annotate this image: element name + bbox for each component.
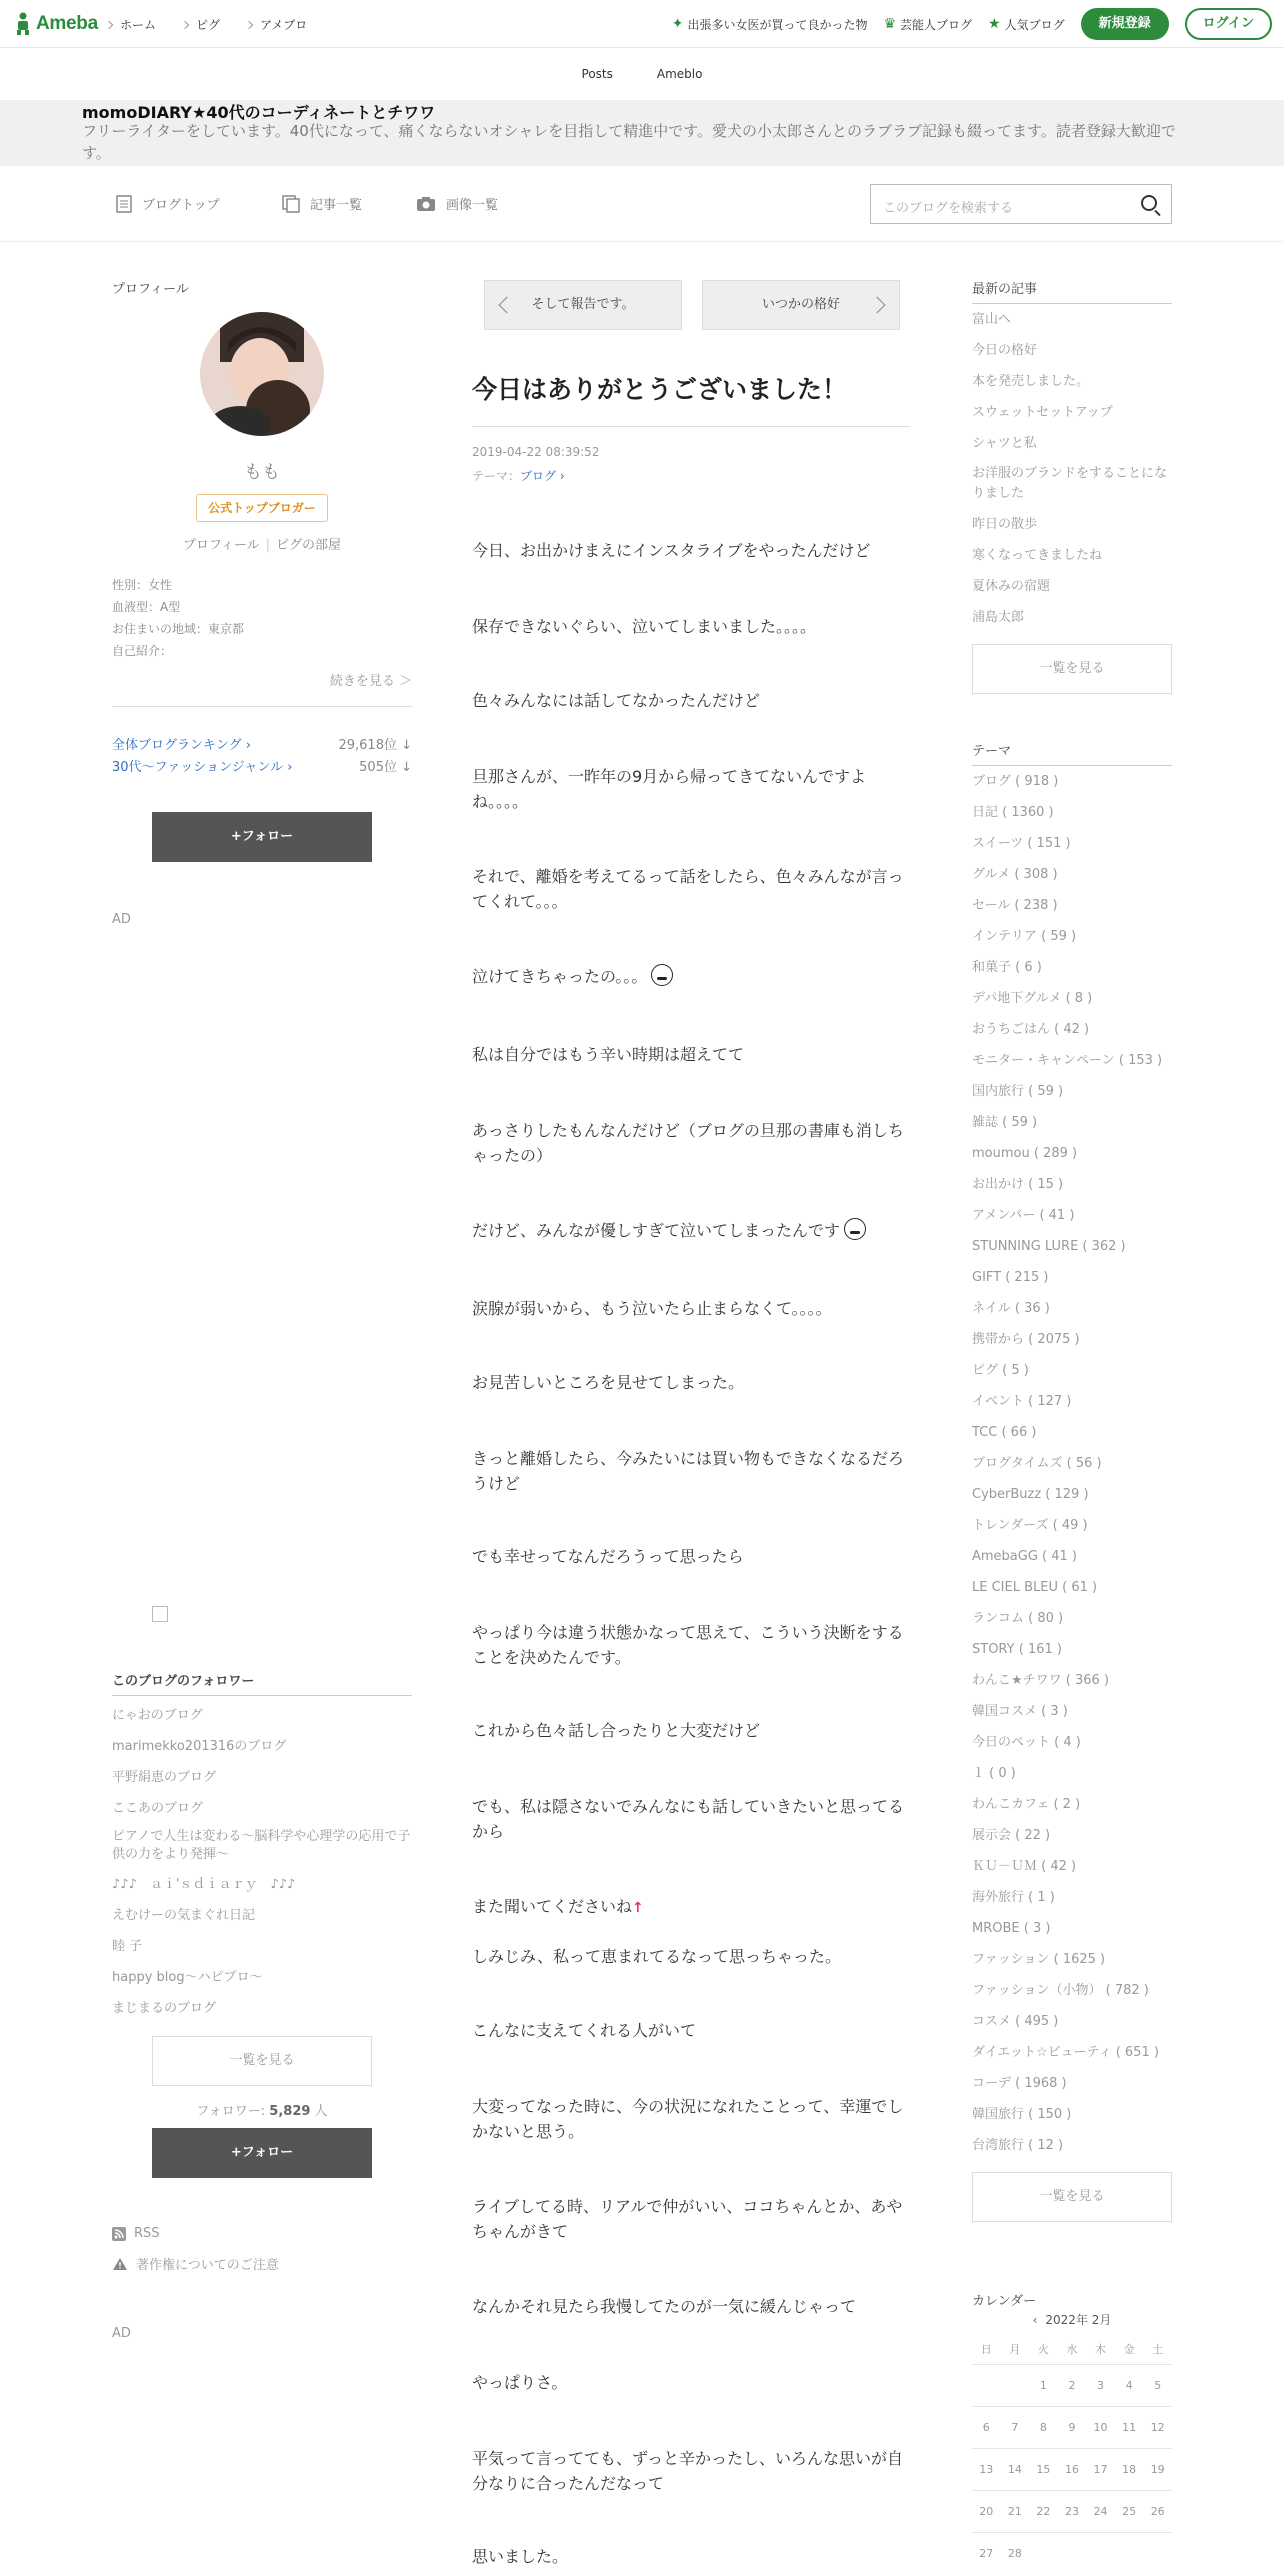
theme-item[interactable]: 展示会 ( 22 ) xyxy=(972,1828,1051,1843)
profile-region: お住まいの地域：東京都 xyxy=(112,622,245,636)
chevron-left-icon[interactable]: ‹ xyxy=(1032,2313,1038,2327)
paragraph-text: また聞いてくださいね xyxy=(472,1897,633,1916)
theme-item[interactable]: GIFT ( 215 ) xyxy=(972,1270,1049,1285)
calendar-weekday: 月 xyxy=(1001,2334,1030,2364)
followers-heading: このブログのフォロワー xyxy=(112,1670,412,1696)
theme-name: ブログ xyxy=(520,469,557,483)
chevron-right-icon xyxy=(181,20,189,28)
theme-item[interactable]: ピグ ( 5 ) xyxy=(972,1363,1029,1378)
theme-item[interactable]: わんこカフェ ( 2 ) xyxy=(972,1797,1081,1812)
theme-item[interactable]: LE CIEL BLEU ( 61 ) xyxy=(972,1580,1098,1595)
ad-label: AD xyxy=(112,2326,131,2341)
calendar-day xyxy=(1086,2532,1115,2568)
article-paragraph: 保存できないぐらい、泣いてしまいました。。。。 xyxy=(472,617,817,636)
calendar-week xyxy=(972,2364,1172,2406)
calendar-day[interactable]: 10 xyxy=(1086,2406,1115,2448)
calendar-week xyxy=(972,2532,1172,2568)
list-item[interactable]: にゃおのブログ xyxy=(112,1708,203,1723)
profile-name: もも xyxy=(244,462,280,483)
calendar-day xyxy=(1058,2532,1087,2568)
article-title: 今日はありがとうございました！ xyxy=(472,370,910,427)
article-paragraph: ライブしてる時、リアルで仲がいい、ココちゃんとか、あやちゃんがきて xyxy=(472,2197,903,2241)
crying-emoji-icon xyxy=(651,964,673,986)
list-item[interactable]: marimekko201316のブログ xyxy=(112,1739,287,1754)
theme-item[interactable]: 日記 ( 1360 ) xyxy=(972,805,1054,820)
follower-list xyxy=(112,1700,412,2024)
promo-label: 出張多い女医が買って良かった物 xyxy=(687,17,868,32)
theme-item[interactable]: STUNNING LURE ( 362 ) xyxy=(972,1239,1126,1254)
calendar-table xyxy=(972,2334,1172,2568)
article-paragraph: なんかそれ見たら我慢してたのが一気に緩んじゃって xyxy=(472,2297,857,2316)
recent-posts-heading: 最新の記事 xyxy=(972,278,1172,304)
theme-label: テーマ： xyxy=(472,469,521,483)
theme-item[interactable]: ブログ ( 918 ) xyxy=(972,774,1059,789)
ranking-row xyxy=(112,756,412,775)
ranking-row xyxy=(112,734,412,753)
list-item[interactable]: シャツと私 xyxy=(972,436,1037,451)
blog-search-input[interactable] xyxy=(870,184,1172,224)
list-item[interactable]: ピアノで人生は変わる～脳科学や心理学の応用で子供の力をより発揮～ xyxy=(112,1829,411,1862)
overall-ranking-link[interactable]: 全体ブログランキング › xyxy=(112,738,251,753)
recent-see-all-button[interactable]: 一覧を見る xyxy=(972,644,1172,694)
article-paragraph xyxy=(472,1894,910,1921)
blog-title[interactable]: momoDIARY★40代のコーディネートとチワワ xyxy=(82,103,436,122)
list-item[interactable]: 寒くなってきましたね xyxy=(972,548,1103,563)
theme-item[interactable]: ダイエット☆ビューティ ( 651 ) xyxy=(972,2045,1159,2060)
calendar-day xyxy=(1115,2532,1144,2568)
calendar-weekday: 火 xyxy=(1029,2334,1058,2364)
calendar-day[interactable]: 4 xyxy=(1115,2364,1144,2406)
article-paragraph: 旦那さんが、一昨年の9月から帰ってきてないんですよね。。。。 xyxy=(472,767,867,811)
list-item[interactable]: スウェットセットアップ xyxy=(972,405,1113,420)
list-item[interactable]: 昨日の散歩 xyxy=(972,517,1038,532)
list-item[interactable]: happy blog～ハピブロ～ xyxy=(112,1970,263,1985)
theme-item[interactable]: ＫＵ－ＵＭ ( 42 ) xyxy=(972,1859,1077,1874)
star-icon: ★ xyxy=(988,16,1001,32)
next-article-button[interactable] xyxy=(702,280,900,330)
rss-link[interactable] xyxy=(112,2226,160,2241)
calendar-month xyxy=(972,2311,1172,2328)
nav-label: ホーム xyxy=(120,18,157,32)
calendar-week xyxy=(972,2406,1172,2448)
theme-item[interactable]: CyberBuzz ( 129 ) xyxy=(972,1487,1089,1502)
document-icon xyxy=(116,195,132,213)
theme-item[interactable]: お出かけ ( 15 ) xyxy=(972,1177,1064,1192)
article-paragraph: これから色々話し合ったりと大変だけど xyxy=(472,1721,761,1740)
theme-item[interactable]: 今日のペット ( 4 ) xyxy=(972,1735,1081,1750)
article-list-label: 記事一覧 xyxy=(310,198,363,213)
nav-pigg[interactable] xyxy=(182,16,220,33)
theme-heading: テーマ xyxy=(972,740,1172,766)
article-paragraph: 今日、お出かけまえにインスタライブをやったんだけど xyxy=(472,541,871,560)
calendar-day[interactable]: 16 xyxy=(1058,2448,1087,2490)
article-paragraph: 涙腺が弱いから、もう泣いたら止まらなくて。。。。 xyxy=(472,1299,832,1318)
blog-menu xyxy=(0,166,1284,242)
warning-icon xyxy=(112,2257,128,2271)
follow-button[interactable]: +フォロー xyxy=(152,2128,372,2178)
article-paragraph: でも、私は隠さないでみんなにも話していきたいと思ってるから xyxy=(472,1797,905,1841)
calendar-day[interactable]: 5 xyxy=(1143,2364,1172,2406)
calendar-day[interactable]: 6 xyxy=(972,2406,1001,2448)
popular-blog-link[interactable] xyxy=(988,16,1065,33)
ranking-label: 30代〜ファッションジャンル xyxy=(112,760,284,775)
calendar-day[interactable]: 13 xyxy=(972,2448,1001,2490)
calendar-day[interactable]: 21 xyxy=(1001,2490,1030,2532)
theme-item[interactable]: コーデ ( 1968 ) xyxy=(972,2076,1067,2091)
nav-label: アメブロ xyxy=(260,18,308,32)
prev-article-label: そして報告です。 xyxy=(531,297,635,312)
rss-icon xyxy=(112,2227,126,2241)
calendar-day[interactable]: 2 xyxy=(1058,2364,1087,2406)
calendar-day[interactable]: 23 xyxy=(1058,2490,1087,2532)
global-header xyxy=(0,0,1284,48)
recent-posts-list xyxy=(972,304,1172,633)
up-arrow-icon: ↑ xyxy=(632,1900,644,1916)
calendar-day[interactable]: 24 xyxy=(1086,2490,1115,2532)
calendar-weekday: 金 xyxy=(1115,2334,1144,2364)
profile-blood-type: 血液型：A型 xyxy=(112,600,181,614)
divider xyxy=(112,706,412,707)
calendar-day[interactable]: 27 xyxy=(972,2532,1001,2568)
follow-button[interactable]: +フォロー xyxy=(152,812,372,862)
crying-emoji-icon xyxy=(844,1218,866,1240)
calendar-day[interactable]: 28 xyxy=(1001,2532,1030,2568)
pages-icon xyxy=(282,195,300,213)
crown-icon: ♛ xyxy=(883,16,897,32)
profile-intro: 自己紹介： xyxy=(112,644,173,658)
nav-home[interactable] xyxy=(106,16,156,33)
calendar-day[interactable]: 14 xyxy=(1001,2448,1030,2490)
theme-item[interactable]: 和菓子 ( 6 ) xyxy=(972,960,1042,975)
list-item[interactable]: えむけーの気まぐれ日記 xyxy=(112,1908,256,1923)
list-item[interactable]: お洋服のブランドをすることになりました xyxy=(972,466,1168,501)
chevron-left-icon xyxy=(499,297,516,314)
theme-item[interactable]: モニター・キャンペーン ( 153 ) xyxy=(972,1053,1163,1068)
theme-item[interactable]: １ ( 0 ) xyxy=(972,1766,1016,1781)
list-item[interactable]: ここあのブログ xyxy=(112,1801,204,1816)
next-article-label: いつかの格好 xyxy=(761,297,840,312)
divider: | xyxy=(265,538,271,553)
calendar-day[interactable]: 19 xyxy=(1143,2448,1172,2490)
genre-ranking-link[interactable]: 30代〜ファッションジャンル › xyxy=(112,760,293,775)
theme-item[interactable]: わんこ★チワワ ( 366 ) xyxy=(972,1673,1110,1688)
copyright-notice-link[interactable] xyxy=(112,2254,279,2273)
article-list-link[interactable] xyxy=(282,194,362,213)
image-list-link[interactable] xyxy=(416,194,498,213)
article-paragraph: でも幸せってなんだろうって思ったら xyxy=(472,1547,744,1566)
article-paragraph: 平気って言ってても、ずっと辛かったし、いろんな思いが自分なりに合ったんだなって xyxy=(472,2449,904,2493)
ad-label: AD xyxy=(112,912,131,927)
article-paragraph: やっぱりさ。 xyxy=(472,2373,568,2392)
profile-link[interactable]: プロフィール xyxy=(182,538,260,553)
article-meta xyxy=(472,440,599,488)
login-button[interactable]: ログイン xyxy=(1185,8,1272,40)
copyright-label: 著作権についてのご注意 xyxy=(136,2258,279,2273)
article-paragraph: きっと離婚したら、今みたいには買い物もできなくなるだろうけど xyxy=(472,1449,905,1493)
calendar-day[interactable]: 12 xyxy=(1143,2406,1172,2448)
follower-count-label: フォロワー: xyxy=(196,2104,270,2119)
calendar-day xyxy=(1143,2532,1172,2568)
article-theme xyxy=(472,464,599,488)
search-icon[interactable] xyxy=(1141,195,1157,211)
blog-top-label: ブログトップ xyxy=(142,198,220,213)
popular-blog-label: 人気ブログ xyxy=(1004,17,1065,32)
article-date: 2019-04-22 08:39:52 xyxy=(472,445,600,459)
nav-label: ピグ xyxy=(196,18,221,32)
theme-item[interactable]: トレンダーズ ( 49 ) xyxy=(972,1518,1088,1533)
logo-text: Ameba xyxy=(36,13,98,34)
calendar-day[interactable]: 11 xyxy=(1115,2406,1144,2448)
ranking-value: 505位 ↓ xyxy=(359,760,412,775)
calendar-day[interactable]: 9 xyxy=(1058,2406,1087,2448)
theme-item[interactable]: ブログタイムズ ( 56 ) xyxy=(972,1456,1102,1471)
avatar[interactable] xyxy=(200,312,324,436)
theme-item[interactable]: 韓国旅行 ( 150 ) xyxy=(972,2107,1072,2122)
global-nav xyxy=(106,16,307,33)
calendar-day xyxy=(1001,2364,1030,2406)
sub-nav xyxy=(0,48,1284,100)
calendar-weekday: 水 xyxy=(1058,2334,1087,2364)
calendar xyxy=(972,2290,1172,2568)
avatar-image xyxy=(200,312,324,436)
followers-see-all-button[interactable]: 一覧を見る xyxy=(152,2036,372,2086)
calendar-week xyxy=(972,2448,1172,2490)
list-item[interactable]: 今日の格好 xyxy=(972,343,1038,358)
theme-item[interactable]: デパ地下グルメ ( 8 ) xyxy=(972,991,1093,1006)
list-item[interactable]: まじまるのブログ xyxy=(112,2001,217,2016)
article-paragraph: やっぱり今は違う状態かなって思えて、こういう決断をすることを決めたんです。 xyxy=(472,1623,904,1667)
article-paragraph: 大変ってなった時に、今の状況になれたことって、幸運でしかないと思う。 xyxy=(472,2097,904,2141)
rss-label: RSS xyxy=(134,2226,160,2241)
theme-item[interactable]: アメンバー ( 41 ) xyxy=(972,1208,1075,1223)
theme-item[interactable]: インテリア ( 59 ) xyxy=(972,929,1077,944)
tab-posts[interactable]: Posts xyxy=(581,67,613,81)
list-item[interactable]: ♪♪♪ ａｉ'ｓｄｉａｒｙ ♪♪♪ xyxy=(112,1877,296,1892)
calendar-day[interactable]: 1 xyxy=(1029,2364,1058,2406)
article-paragraph xyxy=(472,1218,910,1243)
camera-icon xyxy=(416,196,436,212)
calendar-day[interactable]: 25 xyxy=(1115,2490,1144,2532)
article-paragraph: あっさりしたもんなんだけど（ブログの旦那の書庫も消しちゃったの） xyxy=(472,1121,904,1165)
celebrity-blog-link[interactable] xyxy=(883,16,972,33)
follower-count xyxy=(112,2100,412,2119)
calendar-day[interactable]: 26 xyxy=(1143,2490,1172,2532)
article-paragraph: しみじみ、私って恵まれてるなって思っちゃった。 xyxy=(472,1947,841,1966)
article-paragraph: 思いました。 xyxy=(472,2547,569,2566)
ameba-logo[interactable] xyxy=(14,12,98,36)
theme-item[interactable]: おうちごはん ( 42 ) xyxy=(972,1022,1090,1037)
nav-ameblo[interactable] xyxy=(246,16,307,33)
blog-description: フリーライターをしています。40代になって、痛くならないオシャレを目指して精進中です。愛犬の小太郎さんとのラブラブ記録も綴ってます。読者登録大歓迎です。 xyxy=(82,122,1176,162)
calendar-month-label: 2022年 2月 xyxy=(1045,2313,1112,2327)
list-item[interactable]: 平野絹恵のブログ xyxy=(112,1770,217,1785)
calendar-day xyxy=(972,2364,1001,2406)
theme-item[interactable]: 携帯から ( 2075 ) xyxy=(972,1332,1080,1347)
theme-item[interactable]: 国内旅行 ( 59 ) xyxy=(972,1084,1064,1099)
calendar-weekday: 木 xyxy=(1086,2334,1115,2364)
article-paragraph: 色々みんなには話してなかったんだけど xyxy=(472,691,761,710)
calendar-day[interactable]: 18 xyxy=(1115,2448,1144,2490)
theme-item[interactable]: MROBE ( 3 ) xyxy=(972,1921,1051,1936)
blog-header xyxy=(0,100,1284,166)
list-item[interactable]: 睦 子 xyxy=(112,1939,143,1954)
pigg-room-link[interactable]: ピグの部屋 xyxy=(276,538,342,553)
calendar-day[interactable]: 17 xyxy=(1086,2448,1115,2490)
chevron-right-icon xyxy=(245,20,253,28)
calendar-day[interactable]: 7 xyxy=(1001,2406,1030,2448)
calendar-day[interactable]: 3 xyxy=(1086,2364,1115,2406)
profile-gender: 性別：女性 xyxy=(112,578,173,592)
theme-item[interactable]: ファッション ( 1625 ) xyxy=(972,1952,1106,1967)
theme-item[interactable]: ファッション（小物） ( 782 ) xyxy=(972,1983,1149,1998)
tab-ameblo[interactable]: Ameblo xyxy=(656,67,703,81)
theme-item[interactable]: ネイル ( 36 ) xyxy=(972,1301,1050,1316)
list-item[interactable]: 浦島太郎 xyxy=(972,610,1025,625)
article-paragraph: 私は自分ではもう辛い時期は超えてて xyxy=(472,1045,745,1064)
read-more-link[interactable]: 続きを見る ＞ xyxy=(329,674,412,689)
theme-item[interactable]: 雑誌 ( 59 ) xyxy=(972,1115,1038,1130)
theme-item[interactable]: moumou ( 289 ) xyxy=(972,1146,1078,1161)
calendar-day xyxy=(1029,2532,1058,2568)
calendar-day[interactable]: 8 xyxy=(1029,2406,1058,2448)
follower-count-value: 5,829 xyxy=(269,2104,311,2119)
theme-item[interactable]: グルメ ( 308 ) xyxy=(972,867,1058,882)
promo-link[interactable] xyxy=(672,16,868,33)
prev-article-button[interactable] xyxy=(484,280,682,330)
theme-item[interactable]: STORY ( 161 ) xyxy=(972,1642,1062,1657)
article-paragraph: それで、離婚を考えてるって話をしたら、色々みんなが言ってくれて。。。 xyxy=(472,867,904,911)
calendar-weekday: 日 xyxy=(972,2334,1001,2364)
theme-item[interactable]: 韓国コスメ ( 3 ) xyxy=(972,1704,1068,1719)
register-button[interactable]: 新規登録 xyxy=(1081,8,1169,40)
calendar-day[interactable]: 15 xyxy=(1029,2448,1058,2490)
search-placeholder: このブログを検索する xyxy=(883,201,1014,216)
article-paragraph xyxy=(472,964,910,989)
chevron-right-icon xyxy=(869,297,886,314)
blog-top-link[interactable] xyxy=(116,194,220,213)
header-actions xyxy=(672,8,1272,40)
paragraph-text: だけど、みんなが優しすぎて泣いてしまったんです xyxy=(472,1221,841,1240)
profile-heading: プロフィール xyxy=(112,282,189,297)
ranking-value: 29,618位 ↓ xyxy=(338,738,412,753)
sparkle-icon: ✦ xyxy=(671,16,684,32)
official-blogger-badge[interactable]: 公式トップブロガー xyxy=(196,494,328,522)
calendar-weekday: 土 xyxy=(1143,2334,1172,2364)
theme-item[interactable]: TCC ( 66 ) xyxy=(972,1425,1037,1440)
theme-item[interactable]: ランコム ( 80 ) xyxy=(972,1611,1064,1626)
celebrity-blog-label: 芸能人ブログ xyxy=(900,17,973,32)
list-item[interactable]: 夏休みの宿題 xyxy=(972,579,1051,594)
image-list-label: 画像一覧 xyxy=(446,198,499,213)
article-paragraph: お見苦しいところを見せてしまった。 xyxy=(472,1373,745,1392)
ameba-logo-icon xyxy=(14,12,32,36)
follower-count-unit: 人 xyxy=(310,2104,328,2119)
paragraph-text: 泣けてきちゃったの。。。 xyxy=(472,967,648,986)
calendar-week xyxy=(972,2490,1172,2532)
theme-see-all-button[interactable]: 一覧を見る xyxy=(972,2172,1172,2222)
theme-list xyxy=(972,766,1172,2161)
list-item[interactable]: 富山へ xyxy=(972,312,1012,327)
theme-item[interactable]: 海外旅行 ( 1 ) xyxy=(972,1890,1055,1905)
theme-item[interactable]: 台湾旅行 ( 12 ) xyxy=(972,2138,1064,2153)
list-item[interactable]: 本を発売しました。 xyxy=(972,374,1090,389)
profile-links xyxy=(112,534,412,553)
theme-item[interactable]: セール ( 238 ) xyxy=(972,898,1058,913)
ranking-label: 全体ブログランキング xyxy=(112,738,242,753)
calendar-heading: カレンダー xyxy=(972,2294,1037,2309)
calendar-day[interactable]: 22 xyxy=(1029,2490,1058,2532)
theme-link[interactable]: ブログ › xyxy=(520,469,565,483)
chevron-right-icon xyxy=(105,20,113,28)
broken-image-icon xyxy=(152,1606,168,1622)
theme-item[interactable]: AmebaGG ( 41 ) xyxy=(972,1549,1078,1564)
calendar-day[interactable]: 20 xyxy=(972,2490,1001,2532)
article-paragraph: こんなに支えてくれる人がいて xyxy=(472,2021,697,2040)
profile-info xyxy=(112,574,244,662)
theme-item[interactable]: スイーツ ( 151 ) xyxy=(972,836,1071,851)
theme-item[interactable]: イベント ( 127 ) xyxy=(972,1394,1072,1409)
theme-item[interactable]: コスメ ( 495 ) xyxy=(972,2014,1059,2029)
